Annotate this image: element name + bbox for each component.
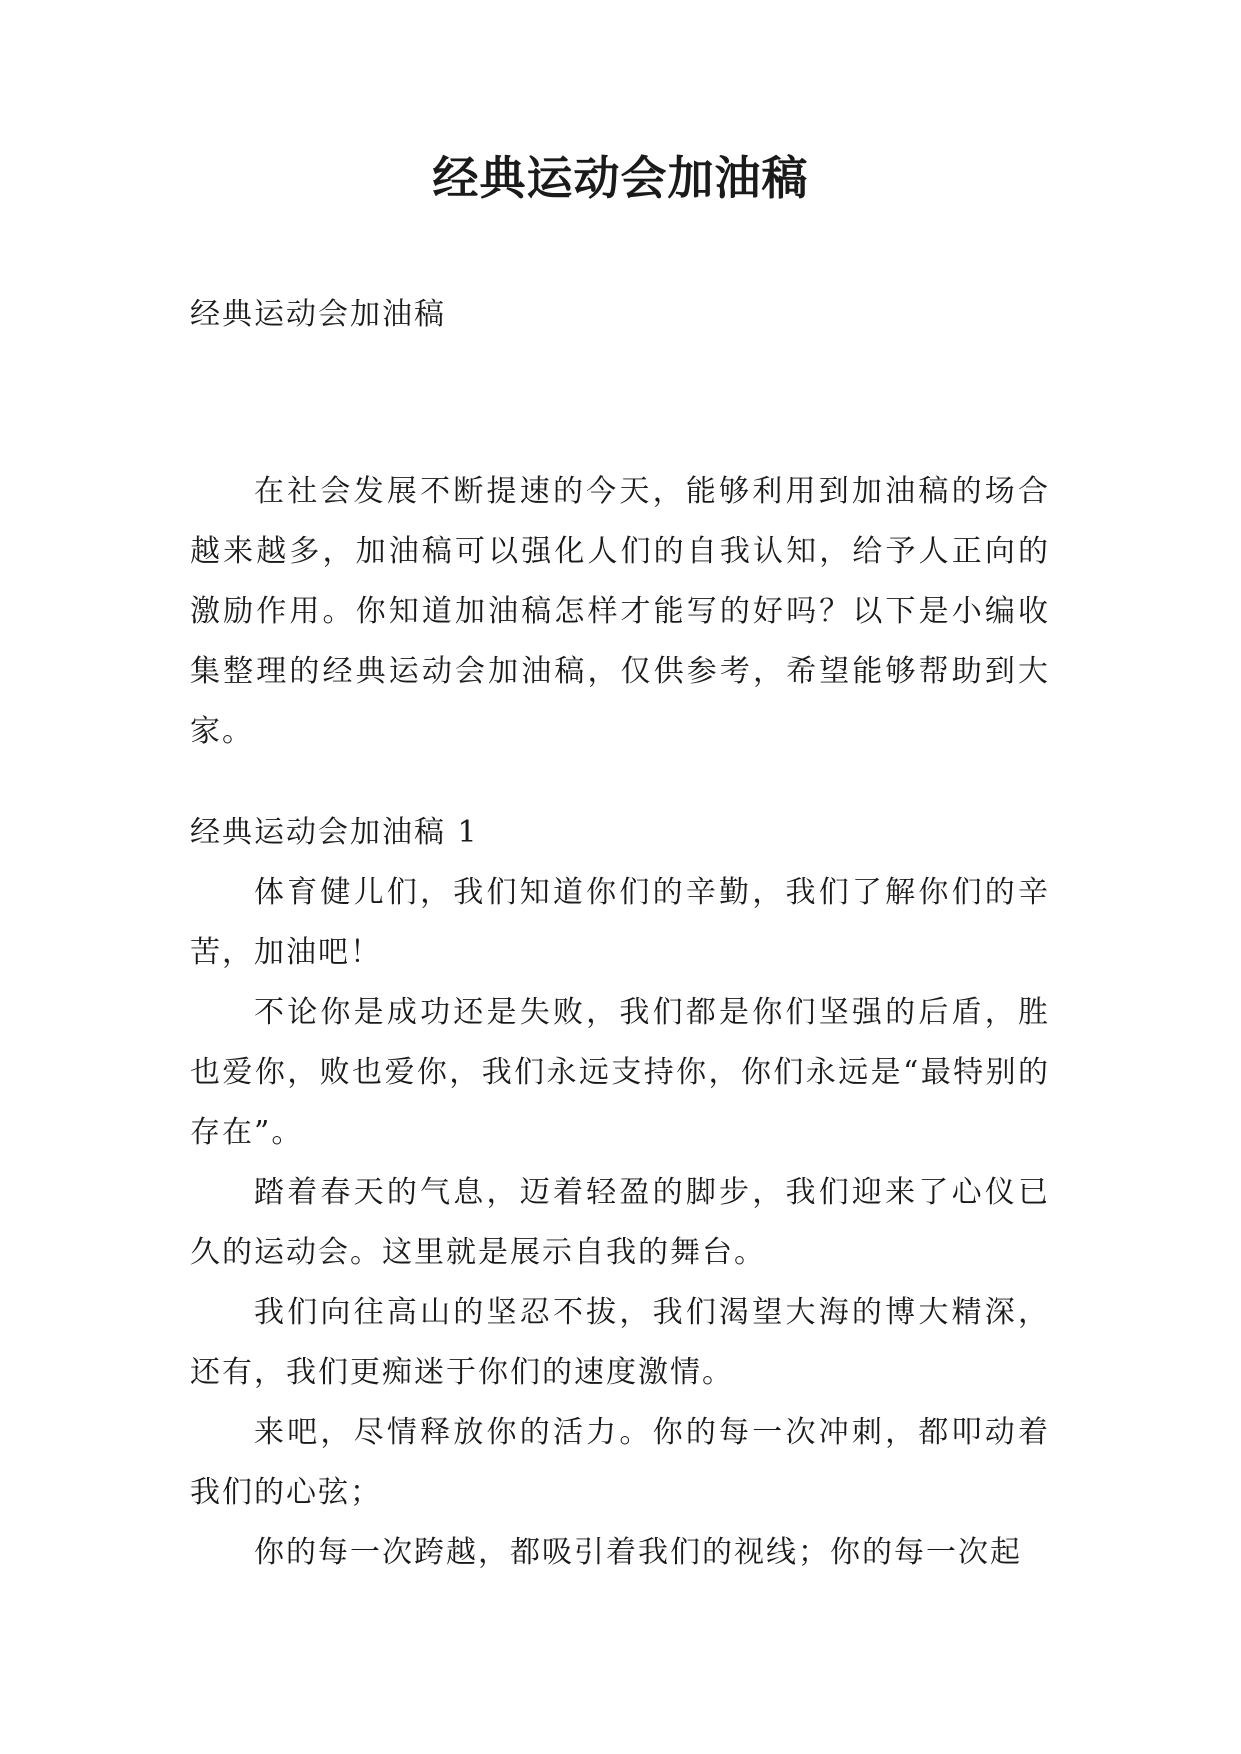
body-paragraph: 不论你是成功还是失败，我们都是你们坚强的后盾，胜也爱你，败也爱你，我们永远支持你，你们永远是“最特别的存在”。 [190, 995, 1050, 1150]
intro-paragraph: 在社会发展不断提速的今天，能够利用到加油稿的场合越来越多，加油稿可以强化人们的自我认知，给予人正向的激励作用。你知道加油稿怎样才能写的好吗？以下是小编收集整理的经典运动会加油稿，仅供参考，希望能够帮助到大家。 [190, 474, 1050, 749]
document-title: 经典运动会加油稿 [432, 151, 809, 205]
body-paragraph: 我们向往高山的坚忍不拔，我们渴望大海的博大精深，还有，我们更痴迷于你们的速度激情。 [190, 1295, 1050, 1390]
section-heading-1: 经典运动会加油稿 1 [190, 815, 479, 850]
body-paragraph: 体育健儿们，我们知道你们的辛勤，我们了解你们的辛苦，加油吧！ [190, 875, 1050, 970]
document-subtitle: 经典运动会加油稿 [190, 297, 446, 332]
body-paragraph: 踏着春天的气息，迈着轻盈的脚步，我们迎来了心仪已久的运动会。这里就是展示自我的舞台。 [190, 1175, 1050, 1270]
body-paragraph: 来吧，尽情释放你的活力。你的每一次冲刺，都叩动着我们的心弦； [190, 1415, 1050, 1510]
section-body-1 [190, 863, 1050, 1583]
body-paragraph: 你的每一次跨越，都吸引着我们的视线；你的每一次起 [254, 1535, 1022, 1570]
